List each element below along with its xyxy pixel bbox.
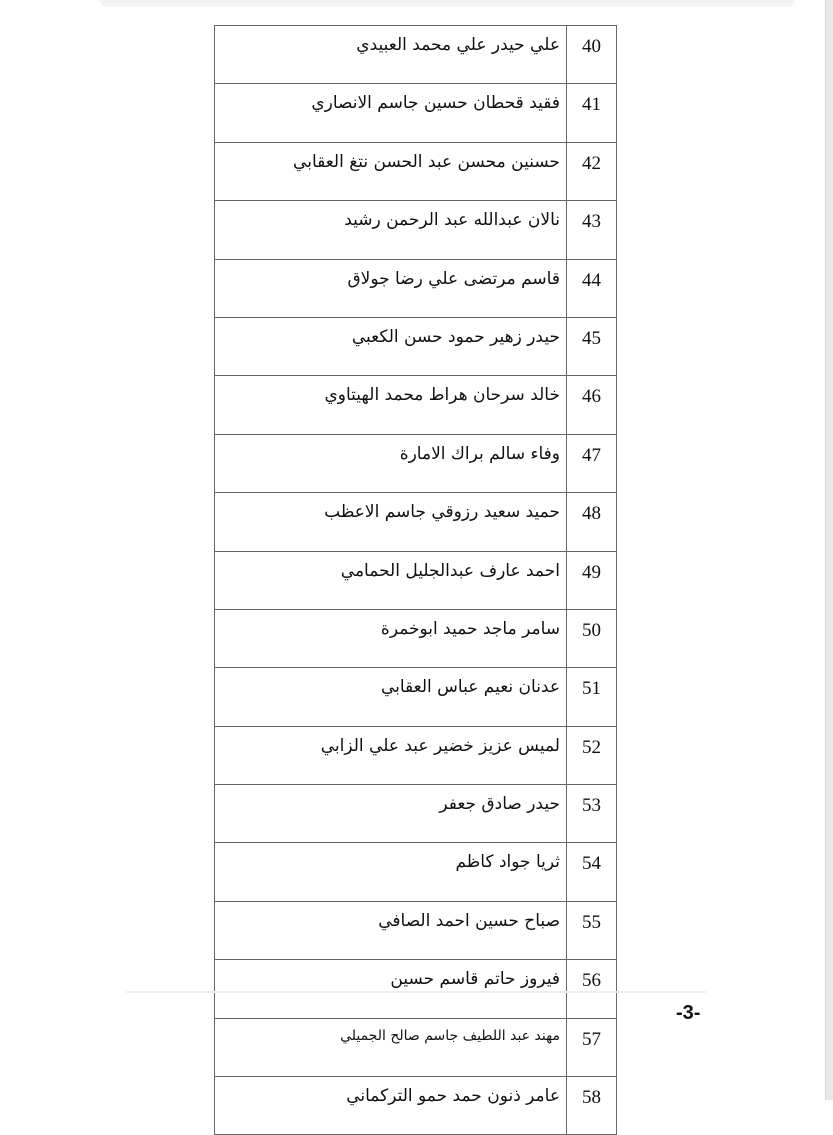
table-row xyxy=(215,1077,617,1135)
person-name: مهند عبد اللطيف جاسم صالح الجميلي xyxy=(215,1018,567,1076)
table-row xyxy=(215,26,617,84)
row-number: 45 xyxy=(567,317,617,375)
table-row xyxy=(215,726,617,784)
table-row xyxy=(215,376,617,434)
row-number: 46 xyxy=(567,376,617,434)
row-number: 51 xyxy=(567,668,617,726)
person-name: سامر ماجد حميد ابوخمرة xyxy=(215,609,567,667)
table-row xyxy=(215,493,617,551)
table-row xyxy=(215,259,617,317)
row-number: 40 xyxy=(567,26,617,84)
table-row xyxy=(215,609,617,667)
table-row xyxy=(215,84,617,142)
person-name: وفاء سالم براك الامارة xyxy=(215,434,567,492)
person-name: فقيد قحطان حسين جاسم الانصاري xyxy=(215,84,567,142)
person-name: خالد سرحان هراط محمد الهيتاوي xyxy=(215,376,567,434)
row-number: 55 xyxy=(567,901,617,959)
row-number: 58 xyxy=(567,1077,617,1135)
table-row xyxy=(215,843,617,901)
person-name: فيروز حاتم قاسم حسين xyxy=(215,960,567,1018)
footer-divider xyxy=(126,991,706,993)
table-row xyxy=(215,960,617,1018)
table-row xyxy=(215,901,617,959)
person-name: حيدر زهير حمود حسن الكعبي xyxy=(215,317,567,375)
row-number: 54 xyxy=(567,843,617,901)
table-row xyxy=(215,551,617,609)
scrollbar-edge xyxy=(825,0,833,1100)
table-row xyxy=(215,1018,617,1076)
person-name: صباح حسين احمد الصافي xyxy=(215,901,567,959)
row-number: 44 xyxy=(567,259,617,317)
table-row xyxy=(215,317,617,375)
table-row xyxy=(215,785,617,843)
person-name: حيدر صادق جعفر xyxy=(215,785,567,843)
row-number: 47 xyxy=(567,434,617,492)
row-number: 53 xyxy=(567,785,617,843)
row-number: 52 xyxy=(567,726,617,784)
row-number: 42 xyxy=(567,142,617,200)
row-number: 56 xyxy=(567,960,617,1018)
table-row xyxy=(215,434,617,492)
person-name: حسنين محسن عبد الحسن نتغ العقابي xyxy=(215,142,567,200)
row-number: 50 xyxy=(567,609,617,667)
table-row xyxy=(215,142,617,200)
person-name: علي حيدر علي محمد العبيدي xyxy=(215,26,567,84)
table-row xyxy=(215,668,617,726)
top-edge-shadow xyxy=(100,0,795,7)
row-number: 43 xyxy=(567,201,617,259)
person-name: نالان عبدالله عبد الرحمن رشيد xyxy=(215,201,567,259)
person-name: ثريا جواد كاظم xyxy=(215,843,567,901)
person-name: احمد عارف عبدالجليل الحمامي xyxy=(215,551,567,609)
person-name: حميد سعيد رزوقي جاسم الاعظب xyxy=(215,493,567,551)
person-name: قاسم مرتضى علي رضا جولاق xyxy=(215,259,567,317)
row-number: 49 xyxy=(567,551,617,609)
row-number: 48 xyxy=(567,493,617,551)
page-number: -3- xyxy=(676,1002,701,1024)
row-number: 57 xyxy=(567,1018,617,1076)
person-name: عامر ذنون حمد حمو التركماني xyxy=(215,1077,567,1135)
row-number: 41 xyxy=(567,84,617,142)
person-name: عدنان نعيم عباس العقابي xyxy=(215,668,567,726)
table-row xyxy=(215,201,617,259)
person-name: لميس عزيز خضير عبد علي الزابي xyxy=(215,726,567,784)
names-table xyxy=(214,25,617,1135)
